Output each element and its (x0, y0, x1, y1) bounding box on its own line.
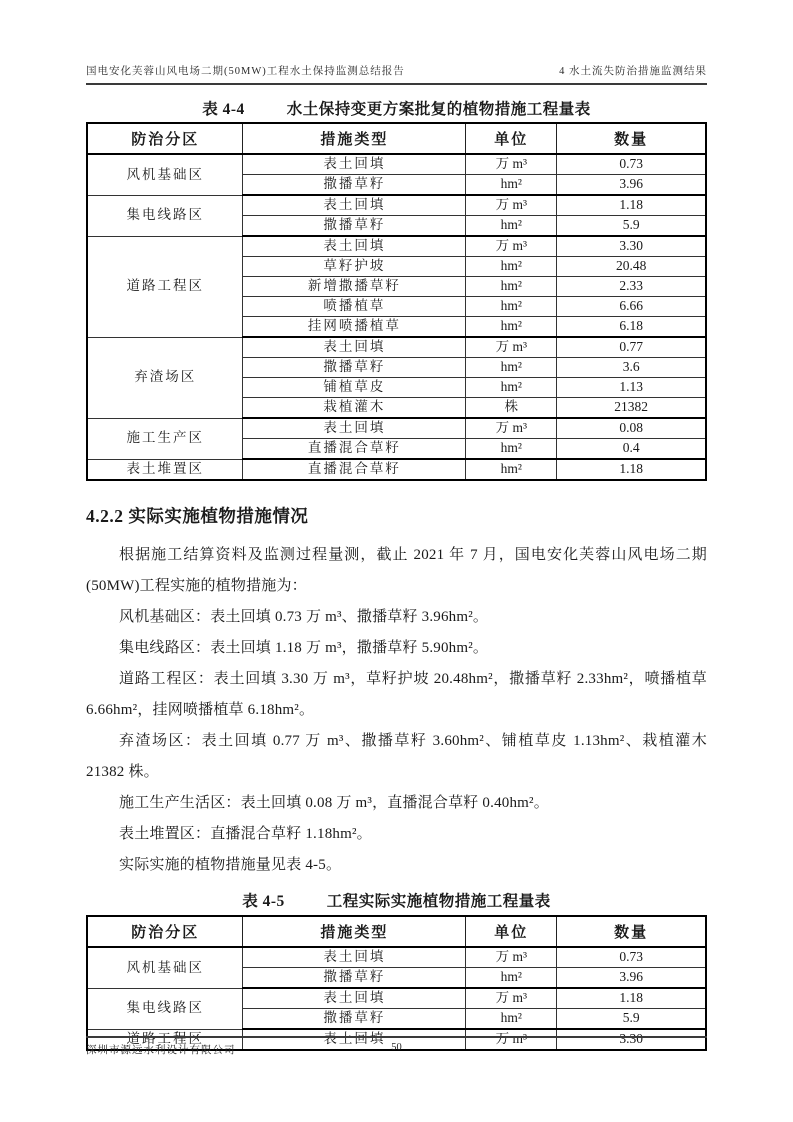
page-header (86, 0, 707, 85)
unit-cell: hm² (466, 439, 557, 460)
table-caption-title: 水土保持变更方案批复的植物措施工程量表 (286, 101, 591, 118)
table-caption-label: 表 4-4 (202, 101, 245, 118)
measure-cell: 表土回填 (243, 195, 466, 216)
column-header-measure: 措施类型 (243, 123, 466, 154)
qty-cell: 1.18 (557, 459, 706, 480)
zone-cell: 道路工程区 (87, 236, 243, 337)
page-number: 50 (391, 1042, 402, 1053)
unit-cell: hm² (466, 216, 557, 237)
table-row (87, 947, 706, 968)
measure-cell: 表土回填 (243, 236, 466, 257)
measure-cell: 撒播草籽 (243, 358, 466, 378)
unit-cell: 万 m³ (466, 337, 557, 358)
unit-cell: 万 m³ (466, 154, 557, 175)
unit-cell: 万 m³ (466, 418, 557, 439)
table-header-row (87, 916, 706, 947)
table-caption-title: 工程实际实施植物措施工程量表 (326, 893, 551, 910)
measure-cell: 挂网喷播植草 (243, 317, 466, 338)
table-caption-label: 表 4-5 (242, 893, 285, 910)
unit-cell: hm² (466, 1009, 557, 1030)
column-header-quantity: 数量 (557, 123, 706, 154)
unit-cell: 万 m³ (466, 195, 557, 216)
measure-cell: 栽植灌木 (243, 398, 466, 419)
table-row (87, 337, 706, 358)
qty-cell: 3.96 (557, 968, 706, 989)
measure-cell: 撒播草籽 (243, 175, 466, 196)
unit-cell: 万 m³ (466, 947, 557, 968)
qty-cell: 3.6 (557, 358, 706, 378)
table-header-row (87, 123, 706, 154)
section-body (86, 540, 707, 881)
paragraph: 集电线路区：表土回填 1.18 万 m³，撒播草籽 5.90hm²。 (119, 640, 489, 656)
qty-cell: 6.18 (557, 317, 706, 338)
column-header-measure: 措施类型 (243, 916, 466, 947)
measure-cell: 撒播草籽 (243, 968, 466, 989)
qty-cell: 0.4 (557, 439, 706, 460)
measure-cell: 直播混合草籽 (243, 439, 466, 460)
measure-cell: 表土回填 (243, 154, 466, 175)
zone-cell: 道路工程区 (87, 1029, 243, 1050)
zone-cell: 风机基础区 (87, 947, 243, 988)
measure-cell: 表土回填 (243, 418, 466, 439)
table-4-4 (86, 122, 707, 481)
unit-cell: hm² (466, 297, 557, 317)
page-footer (86, 1036, 707, 1057)
qty-cell: 3.30 (557, 236, 706, 257)
measure-cell: 草籽护坡 (243, 257, 466, 277)
zone-cell: 施工生产区 (87, 418, 243, 459)
qty-cell: 5.9 (557, 1009, 706, 1030)
qty-cell: 3.96 (557, 175, 706, 196)
qty-cell: 6.66 (557, 297, 706, 317)
unit-cell: hm² (466, 257, 557, 277)
paragraph: 弃渣场区：表土回填 0.77 万 m³、撒播草籽 3.60hm²、铺植草皮 1.13hm²、栽植灌木 21382 株。 (86, 733, 707, 780)
column-header-unit: 单位 (466, 916, 557, 947)
paragraph: 实际实施的植物措施量见表 4-5。 (119, 857, 342, 873)
measure-cell: 表土回填 (243, 947, 466, 968)
unit-cell: hm² (466, 378, 557, 398)
footer-company: 深圳市源远水利设计有限公司 (86, 1045, 236, 1056)
table-4-5 (86, 915, 707, 1051)
column-header-zone: 防治分区 (87, 916, 243, 947)
unit-cell: hm² (466, 277, 557, 297)
zone-cell: 风机基础区 (87, 154, 243, 195)
measure-cell: 撒播草籽 (243, 216, 466, 237)
paragraph: 风机基础区：表土回填 0.73 万 m³、撒播草籽 3.96hm²。 (119, 609, 489, 625)
unit-cell: hm² (466, 459, 557, 480)
paragraph: 道路工程区：表土回填 3.30 万 m³，草籽护坡 20.48hm²，撒播草籽 2.33hm²，喷播植草 6.66hm²，挂网喷播植草 6.18hm²。 (86, 671, 707, 718)
unit-cell: hm² (466, 175, 557, 196)
qty-cell: 20.48 (557, 257, 706, 277)
measure-cell: 新增撒播草籽 (243, 277, 466, 297)
unit-cell: 万 m³ (466, 1029, 557, 1050)
qty-cell: 21382 (557, 398, 706, 419)
zone-cell: 表土堆置区 (87, 459, 243, 480)
measure-cell: 直播混合草籽 (243, 459, 466, 480)
qty-cell: 0.08 (557, 418, 706, 439)
section-heading: 4.2.2 实际实施植物措施情况 (86, 506, 309, 526)
qty-cell: 0.73 (557, 947, 706, 968)
unit-cell: hm² (466, 968, 557, 989)
unit-cell: hm² (466, 317, 557, 338)
column-header-quantity: 数量 (557, 916, 706, 947)
qty-cell: 1.13 (557, 378, 706, 398)
unit-cell: 株 (466, 398, 557, 419)
header-right-title: 4 水土流失防治措施监测结果 (559, 66, 707, 77)
unit-cell: 万 m³ (466, 236, 557, 257)
unit-cell: 万 m³ (466, 988, 557, 1009)
paragraph: 施工生产生活区：表土回填 0.08 万 m³，直播混合草籽 0.40hm²。 (119, 795, 549, 811)
table-row (87, 459, 706, 480)
measure-cell: 表土回填 (243, 1029, 466, 1050)
zone-cell: 弃渣场区 (87, 337, 243, 418)
qty-cell: 1.18 (557, 195, 706, 216)
qty-cell: 5.9 (557, 216, 706, 237)
unit-cell: hm² (466, 358, 557, 378)
measure-cell: 表土回填 (243, 988, 466, 1009)
column-header-unit: 单位 (466, 123, 557, 154)
header-left-title: 国电安化芙蓉山风电场二期(50MW)工程水土保持监测总结报告 (86, 66, 405, 77)
table-row (87, 418, 706, 439)
table-4-5-caption (86, 889, 707, 911)
zone-cell: 集电线路区 (87, 195, 243, 236)
qty-cell: 3.30 (557, 1029, 706, 1050)
table-row (87, 236, 706, 257)
measure-cell: 铺植草皮 (243, 378, 466, 398)
qty-cell: 1.18 (557, 988, 706, 1009)
qty-cell: 2.33 (557, 277, 706, 297)
qty-cell: 0.73 (557, 154, 706, 175)
table-row (87, 195, 706, 216)
qty-cell: 0.77 (557, 337, 706, 358)
table-row (87, 988, 706, 1009)
measure-cell: 喷播植草 (243, 297, 466, 317)
column-header-zone: 防治分区 (87, 123, 243, 154)
measure-cell: 撒播草籽 (243, 1009, 466, 1030)
measure-cell: 表土回填 (243, 337, 466, 358)
table-4-4-caption (86, 97, 707, 119)
paragraph: 表土堆置区：直播混合草籽 1.18hm²。 (119, 826, 372, 842)
table-row (87, 154, 706, 175)
zone-cell: 集电线路区 (87, 988, 243, 1029)
paragraph: 根据施工结算资料及监测过程量测，截止 2021 年 7 月，国电安化芙蓉山风电场二期(50MW)工程实施的植物措施为： (86, 547, 707, 594)
